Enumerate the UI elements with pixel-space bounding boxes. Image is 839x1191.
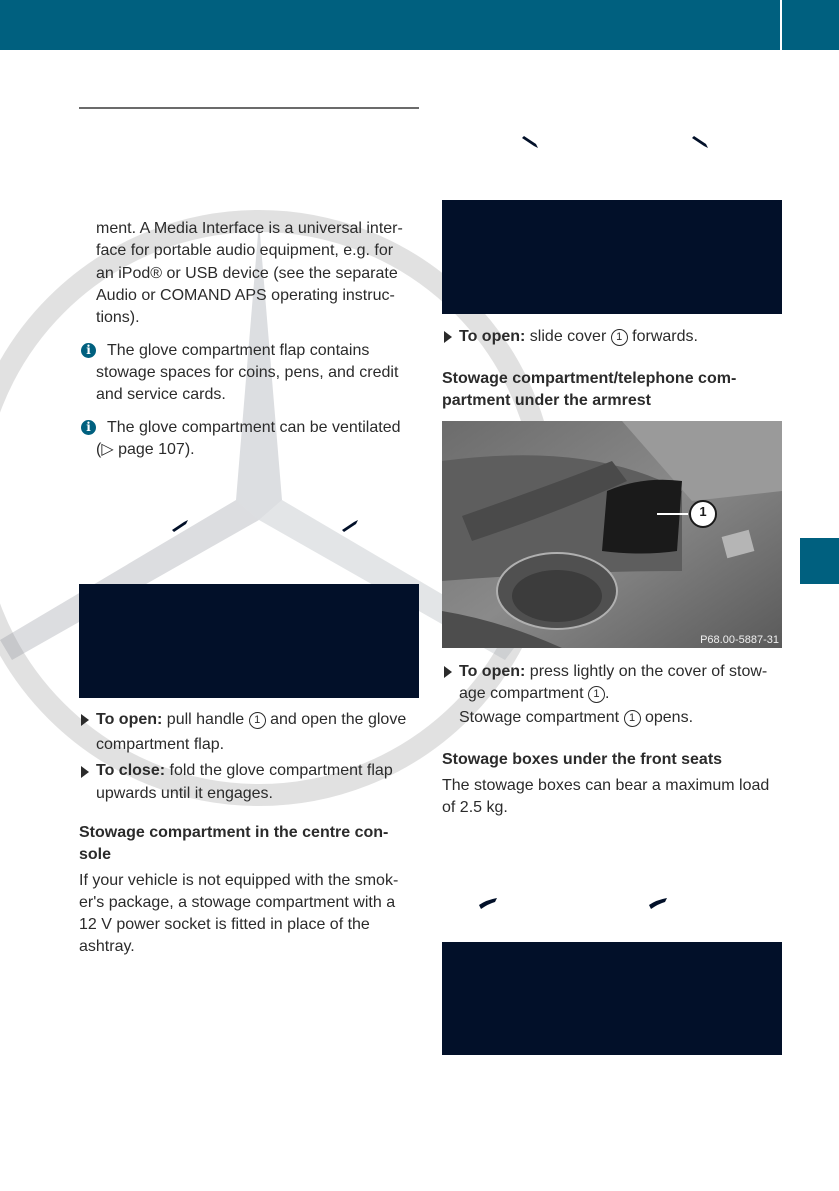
image-code: P68.00-5887-31: [700, 634, 779, 646]
intro-line-3: an iPod® or USB device (see the separate: [96, 265, 398, 282]
intro-line-5: tions).: [96, 309, 140, 326]
info2-line-2: (▷ page 107).: [96, 441, 195, 458]
header-bar: [0, 0, 839, 50]
header-separator: [780, 0, 782, 50]
intro-line-1: ment. A Media Interface is a universal inter-: [96, 220, 403, 237]
glove-compartment-image: [79, 584, 419, 698]
glove-open-step-line-2: compartment flap.: [96, 736, 225, 753]
armrest-open-step-line-2: age compartment 1 .: [459, 685, 610, 702]
callout-number: 1: [699, 504, 707, 519]
armrest-heading-1: Stowage compartment/telephone com-: [442, 370, 737, 387]
seat-arrow-icon: [520, 136, 540, 150]
glove-close-step-line-2: upwards until it engages.: [96, 785, 273, 802]
centre-console-body-2: er's package, a stowage compartment with a: [79, 894, 396, 911]
step-bullet-icon: [81, 714, 89, 726]
seat-arrow-icon: [340, 518, 360, 532]
section-tab: [800, 538, 839, 584]
step-bullet-icon: [444, 666, 452, 678]
front-seats-heading: Stowage boxes under the front seats: [442, 751, 723, 768]
armrest-heading-2: partment under the armrest: [442, 392, 651, 409]
seat-arrow-icon: [690, 136, 710, 150]
cover-open-step: To open: slide cover 1 forwards.: [459, 328, 698, 345]
armrest-open-step: To open: press lightly on the cover of stow-: [459, 663, 768, 680]
centre-console-body-4: ashtray.: [79, 938, 135, 955]
armrest-photo: [442, 421, 782, 648]
front-seats-body-1: The stowage boxes can bear a maximum load: [442, 777, 770, 794]
info2-line-1: The glove compartment can be ventilated: [107, 419, 401, 436]
centre-console-image: [442, 200, 782, 314]
front-seats-image: [442, 942, 782, 1055]
info-icon: i: [81, 420, 96, 435]
centre-console-body-3: 12 V power socket is fitted in place of the: [79, 916, 370, 933]
step-bullet-icon: [81, 766, 89, 778]
glove-open-step: To open: pull handle 1 and open the glove: [96, 711, 407, 728]
centre-console-body-1: If your vehicle is not equipped with the smok-: [79, 872, 399, 889]
centre-console-heading-1: Stowage compartment in the centre con-: [79, 824, 389, 841]
step-bullet-icon: [444, 331, 452, 343]
centre-console-heading-2: sole: [79, 846, 112, 863]
info1-line-3: and service cards.: [96, 386, 226, 403]
info-icon: i: [81, 343, 96, 358]
info1-line-2: stowage spaces for coins, pens, and credit: [96, 364, 399, 381]
section-rule: [79, 107, 419, 109]
seat-arrow-icon: [170, 518, 190, 532]
intro-line-4: Audio or COMAND APS operating instruc-: [96, 287, 395, 304]
seat-arrow-icon: [478, 896, 498, 910]
seat-arrow-icon: [648, 896, 668, 910]
front-seats-body-2: of 2.5 kg.: [442, 799, 508, 816]
armrest-result: Stowage compartment 1 opens.: [459, 709, 694, 726]
intro-line-2: face for portable audio equipment, e.g. for: [96, 242, 394, 259]
info1-line-1: The glove compartment flap contains: [107, 342, 370, 359]
glove-close-step: To close: fold the glove compartment flap: [96, 762, 393, 779]
